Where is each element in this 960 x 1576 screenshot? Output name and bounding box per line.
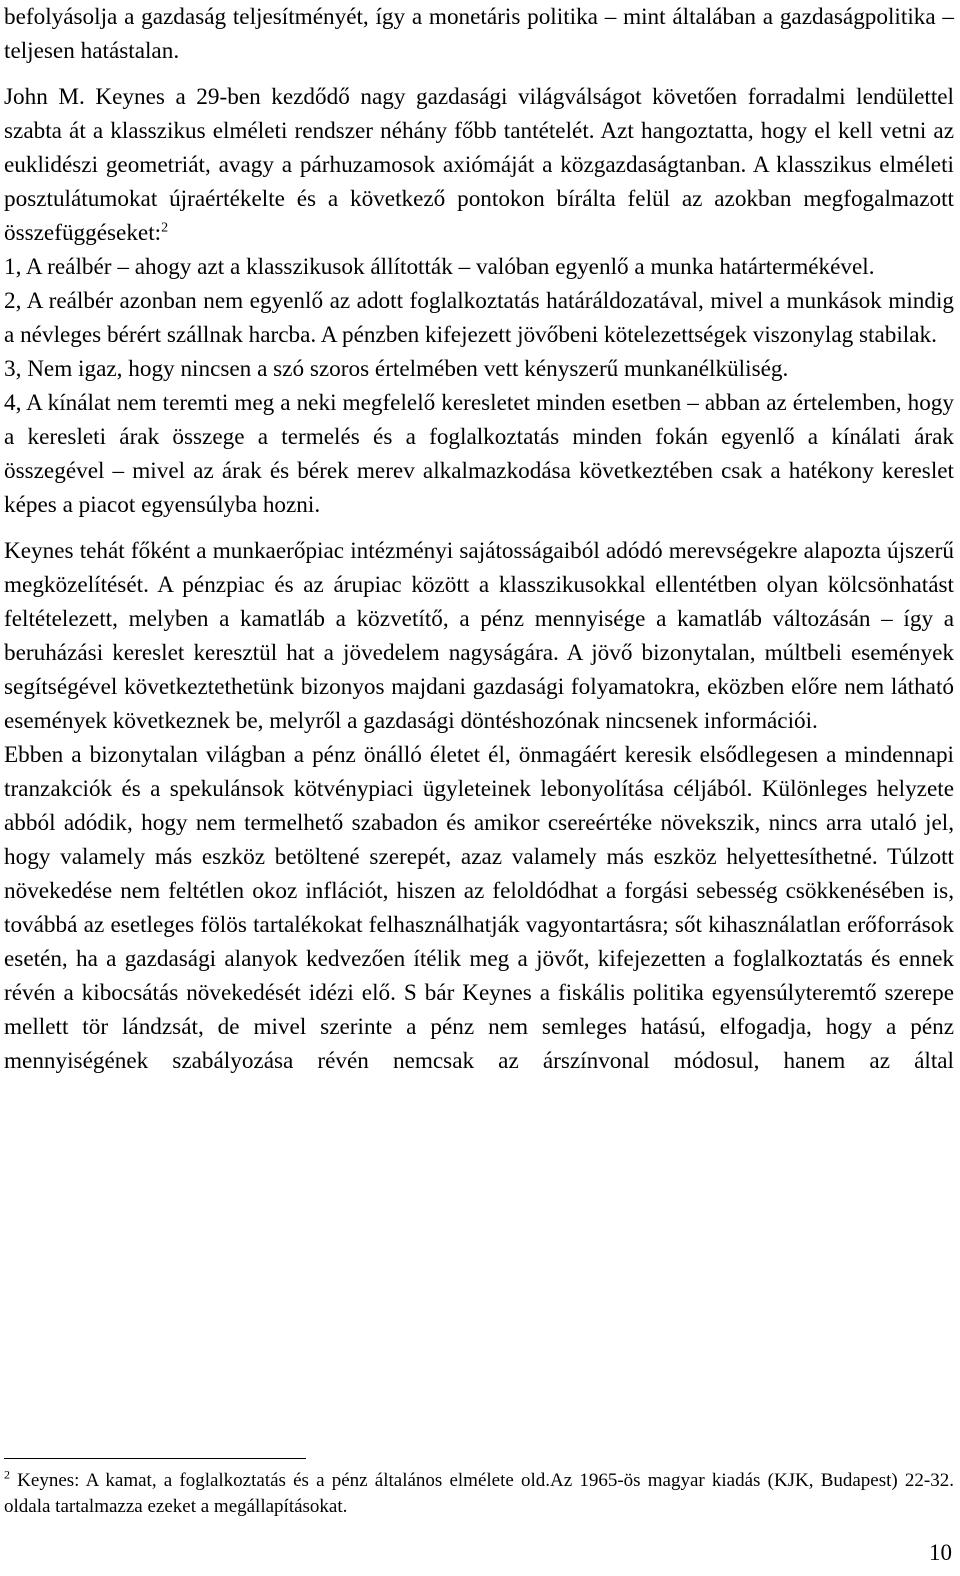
list-item-3: 3, Nem igaz, hogy nincsen a szó szoros értelmében vett kényszerű munkanélküliség. — [4, 356, 789, 382]
footnote — [4, 1468, 954, 1520]
paragraph-continuation: befolyásolja a gazdaság teljesítményét, így a monetáris politika – mint általában a gazdaságpolitika – teljesen hatástalan. — [4, 4, 954, 64]
list-item-2: 2, A reálbér azonban nem egyenlő az adott foglalkoztatás határáldozatával, mivel a munkások mindig a névleges bérért szállnak harcba. A pénzben kifejezett jövőbeni kötelezettségek viszonylag stabilak. — [4, 288, 954, 348]
paragraph-keynes-intro-text: John M. Keynes a 29-ben kezdődő nagy gazdasági világválságot követően forradalmi lendülettel szabta át a klasszikus elméleti rendszer néhány főbb tantételét. Azt hangoztatta, hogy el kell vetni az euklidészi geometriát, avagy a párhuzamosok axiómáját a közgazdaságtanban. A klasszikus elméleti posztulátumokat újraértékelte és a következő pontokon bírálta felül az azokban megfogalmazott összefüggéseket: — [4, 84, 954, 246]
paragraph-uncertain-world: Ebben a bizonytalan világban a pénz önálló életet él, önmagáért keresik elsődlegesen a mindennapi tranzakciók és a spekulánsok kötvénypiaci ügyleteinek lebonyolítása céljából. Különleges helyzete abból adódik, hogy nem termelhető szabadon és amikor csereértéke növekszik, nincs arra utaló jel, hogy valamely más eszköz betöltené szerepét, azaz valamely más eszköz helyettesíthetné. Túlzott növekedése nem feltétlen okoz inflációt, hiszen az feloldódhat a forgási sebesség csökkenésében is, továbbá az esetleges fölös tartalékokat felhasználhatják vagyontartásra; sőt kihasználatlan erőforrások esetén, ha a gazdasági alanyok kedvezően ítélik meg a jövőt, kifejezetten a foglalkoztatás és ennek révén a kibocsátás növekedését idézi elő. S bár Keynes a fiskális politika egyensúlyteremtő szerepe mellett tör lándzsát, de mivel szerinte a pénz nem semleges hatású, elfogadja, hogy a pénz mennyiségének szabályozása révén nemcsak az árszínvonal módosul, hanem az által — [4, 742, 954, 1074]
footnote-text: Keynes: A kamat, a foglalkoztatás és a pénz általános elmélete old.Az 1965-ös magyar kiadás (KJK, Budapest) 22-32. oldala tartalmazza ezeket a megállapításokat. — [4, 1470, 954, 1517]
paragraph-keynes-intro — [4, 80, 954, 250]
footnote-reference: 2 — [161, 220, 169, 236]
page-number: 10 — [929, 1540, 952, 1565]
paragraph-labor-market: Keynes tehát főként a munkaerőpiac intézményi sajátosságaiból adódó merevségekre alapozta újszerű megközelítését. A pénzpiac és az árupiac között a klasszikusokkal ellentétben olyan kölcsönhatást feltételezett, melyben a kamatláb a közvetítő, a pénz mennyisége a kamatláb változásán – így a beruházási kereslet keresztül hat a jövedelem nagyságára. A jövő bizonytalan, múltbeli események segítségével következtethetünk bizonyos majdani gazdasági folyamatokra, eközben előre nem látható események következnek be, melyről a gazdasági döntéshozónak nincsenek információi. — [4, 538, 954, 734]
footnote-separator — [4, 1458, 306, 1459]
page-body — [4, 0, 954, 1078]
list-item-4: 4, A kínálat nem teremti meg a neki megfelelő keresletet minden esetben – abban az értelemben, hogy a keresleti árak összege a termelés és a foglalkoztatás minden fokán egyenlő a kínálati árak összegével – mivel az árak és bérek merev alkalmazkodása következtében csak a hatékony kereslet képes a piacot egyensúlyba hozni. — [4, 390, 954, 518]
list-item-1: 1, A reálbér – ahogy azt a klasszikusok állították – valóban egyenlő a munka határtermékével. — [4, 254, 875, 280]
footnote-marker: 2 — [4, 1467, 10, 1482]
